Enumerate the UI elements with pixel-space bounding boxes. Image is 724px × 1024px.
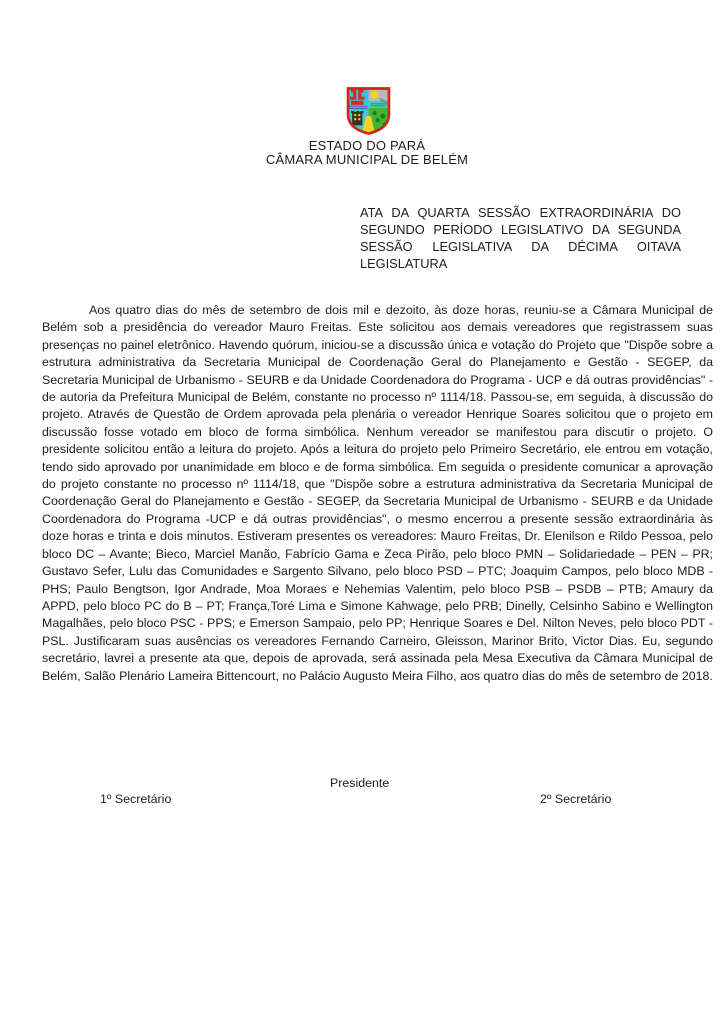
- header-institution: CÂMARA MUNICIPAL DE BELÉM: [265, 152, 469, 167]
- signature-second-secretary: 2º Secretário: [540, 792, 612, 806]
- signature-first-secretary: 1º Secretário: [100, 792, 172, 806]
- signature-president: Presidente: [330, 776, 390, 790]
- session-title: ATA DA QUARTA SESSÃO EXTRAORDINÁRIA DO SEGUNDO PERÍODO LEGISLATIVO DA SEGUNDA SESSÃO LEGISLATIVA DA DÉCIMA OITAVA LEGISLATURA: [360, 205, 681, 271]
- crest-sun: [371, 91, 379, 99]
- minutes-body: Aos quatro dias do mês de setembro de dois mil e dezoito, às doze horas, reuniu-se a Câmara Municipal de Belém sob a presidência do vereador Mauro Freitas. Este solicitou aos demais vereadores que registrassem suas presenças no painel eletrônico. Havendo quórum, iniciou-se a discussão única e votação do Projeto que "Dispõe sobre a estrutura administrativa da Secretaria Municipal de Coordenação Geral do Planejamento e Gestão - SEGEP, da Secretaria Municipal de Urbanismo - SEURB e da Unidade Coordenadora do Programa - UCP e dá outras providências" - de autoria da Prefeitura Municipal de Belém, constante no processo nº 1114/18. Passou-se, em seguida, à discussão do projeto. Através de Questão de Ordem aprovada pela plenária o vereador Henrique Soares solicitou que o projeto em discussão fosse votado em bloco de forma simbólica. Nenhum vereador se manifestou para discutir o projeto. O presidente solicitou então a leitura do projeto. Após a leitura do projeto pelo Primeiro Secretário, ele entrou em votação, tendo sido aprovado por unanimidade em bloco e de forma simbólica. Em seguida o presidente comunicar a aprovação do projeto constante no processo nº 1114/18, que "Dispõe sobre a estrutura administrativa da Secretaria Municipal de Coordenação Geral do Planejamento e Gestão - SEGEP, da Secretaria Municipal de Urbanismo - SEURB e da Unidade Coordenadora do Programa -UCP e dá outras providências", o mesmo encerrou a presente sessão extraordinária às doze horas e trinta e dois minutos. Estiveram presentes os vereadores: Mauro Freitas, Dr. Elenilson e Rildo Pessoa, pelo bloco DC – Avante; Bieco, Marciel Manão, Fabrício Gama e Zeca Pirão, pelo bloco PMN – Solidariedade – PEN – PR; Gustavo Sefer, Lulu das Comunidades e Sargento Silvano, pelo bloco PSD – PTC; Joaquim Campos, pelo bloco MDB - PHS; Paulo Bengtson, Igor Andrade, Moa Moraes e Nehemias Valentim, pelo bloco PSB – PSDB – PTB; Amaury da APPD, pelo bloco PC do B – PT; França,Toré Lima e Simone Kahwage, pelo PRB; Dinelly, Celsinho Sabino e Wellington Magalhães, pelo bloco PSC - PPS; e Emerson Sampaio, pelo PP; Henrique Soares e Del. Nilton Neves, pelo bloco PDT - PSL. Justificaram suas ausências os vereadores Fernando Carneiro, Gleisson, Marinor Brito, Victor Dias. Eu, segundo secretário, lavrei a presente ata que, depois de aprovada, será assinada pela Mesa Executiva da Câmara Municipal de Belém, Salão Plenário Lameira Bittencourt, no Palácio Augusto Meira Filho, aos quatro dias do mês de setembro de 2018.: [42, 303, 713, 683]
- crest-svg: [346, 86, 391, 136]
- header-state: ESTADO DO PARÁ: [308, 138, 426, 153]
- belem-coat-of-arms-icon: [346, 86, 391, 136]
- crest-fortress: [351, 111, 363, 125]
